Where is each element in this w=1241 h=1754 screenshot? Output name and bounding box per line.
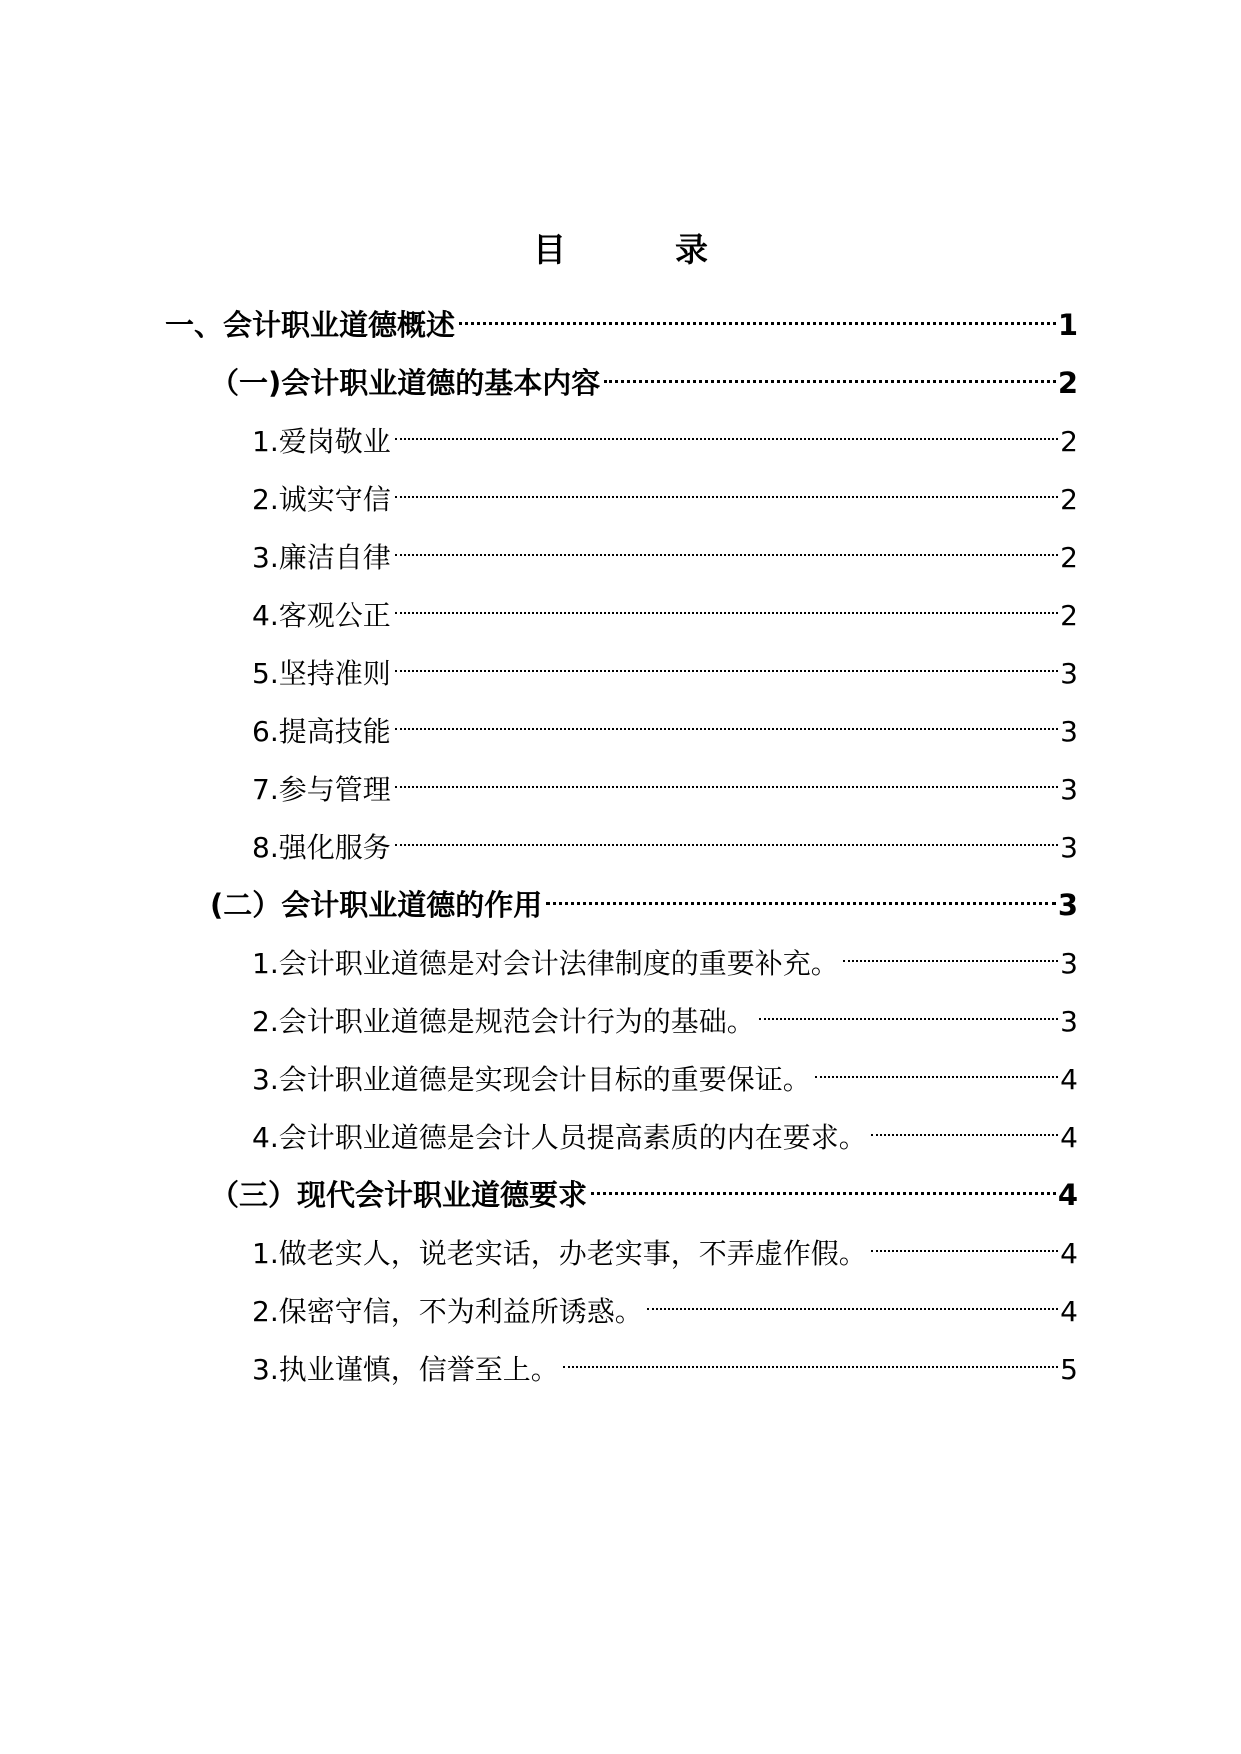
toc-entry-text: 6.提高技能	[252, 715, 391, 748]
toc-entry-level3[interactable]	[252, 1333, 1078, 1386]
toc-entry-level3[interactable]	[252, 1043, 1078, 1096]
toc-entry-level3[interactable]	[252, 753, 1078, 806]
toc-page-number: 2	[1060, 483, 1078, 516]
toc-entry-level3[interactable]	[252, 695, 1078, 748]
toc-dot-leader	[395, 753, 1058, 799]
toc-page-number: 4	[1060, 1063, 1078, 1096]
toc-entry-level3[interactable]	[252, 927, 1078, 980]
toc-dot-leader	[871, 1217, 1058, 1263]
toc-entry-text: （三）现代会计职业道德要求	[210, 1178, 588, 1212]
toc-entry-level3[interactable]	[252, 637, 1078, 690]
toc-page-number: 2	[1060, 425, 1078, 458]
toc-entry-text: 3.执业谨慎，信誉至上。	[252, 1353, 559, 1386]
toc-page-number: 3	[1060, 831, 1078, 864]
toc-entry-level3[interactable]	[252, 1217, 1078, 1270]
toc-entry-level3[interactable]	[252, 463, 1078, 516]
toc-page-number: 3	[1060, 715, 1078, 748]
toc-dot-leader	[395, 405, 1058, 451]
toc-entry-level3[interactable]	[252, 1101, 1078, 1154]
toc-dot-leader	[546, 869, 1056, 915]
toc-dot-leader	[604, 347, 1056, 393]
toc-dot-leader	[395, 695, 1058, 741]
toc-entry-text: 1.做老实人，说老实话，办老实事，不弄虚作假。	[252, 1237, 867, 1270]
toc-entry-text: 一、会计职业道德概述	[165, 308, 456, 342]
toc-entry-text: (二）会计职业道德的作用	[210, 888, 543, 922]
toc-page-number: 3	[1060, 773, 1078, 806]
toc-page-number: 2	[1060, 541, 1078, 574]
toc-entry-text: 2.保密守信，不为利益所诱惑。	[252, 1295, 643, 1328]
toc-dot-leader	[395, 811, 1058, 857]
toc-dot-leader	[395, 521, 1058, 567]
toc-dot-leader	[759, 985, 1058, 1031]
toc-dot-leader	[563, 1333, 1058, 1379]
toc-page-number: 1	[1057, 308, 1078, 342]
toc-dot-leader	[395, 637, 1058, 683]
toc-dot-leader	[815, 1043, 1058, 1089]
toc-page-number: 3	[1057, 888, 1078, 922]
toc-dot-leader	[647, 1275, 1058, 1321]
toc-page-number: 4	[1060, 1295, 1078, 1328]
toc-entry-text: 7.参与管理	[252, 773, 391, 806]
toc-entry-text: 8.强化服务	[252, 831, 391, 864]
toc-page-number: 2	[1060, 599, 1078, 632]
toc-dot-leader	[591, 1159, 1056, 1205]
toc-dot-leader	[871, 1101, 1058, 1147]
toc-entry-text: （一)会计职业道德的基本内容	[210, 366, 601, 400]
toc-entry-level3[interactable]	[252, 405, 1078, 458]
toc-page-number: 5	[1060, 1353, 1078, 1386]
toc-entry-level2[interactable]	[210, 1159, 1078, 1212]
toc-entry-text: 2.诚实守信	[252, 483, 391, 516]
toc-entry-level3[interactable]	[252, 579, 1078, 632]
toc-entry-level2[interactable]	[210, 347, 1078, 400]
toc-page-number: 4	[1060, 1121, 1078, 1154]
toc-page-number: 3	[1060, 1005, 1078, 1038]
toc-entry-text: 1.爱岗敬业	[252, 425, 391, 458]
toc-page-number: 4	[1057, 1178, 1078, 1212]
toc-dot-leader	[459, 289, 1056, 335]
toc-entry-level3[interactable]	[252, 985, 1078, 1038]
toc-entry-text: 4.会计职业道德是会计人员提高素质的内在要求。	[252, 1121, 867, 1154]
toc-entry-level3[interactable]	[252, 521, 1078, 574]
toc-entry-level3[interactable]	[252, 811, 1078, 864]
toc-entry-text: 3.会计职业道德是实现会计目标的重要保证。	[252, 1063, 811, 1096]
toc-page-number: 3	[1060, 657, 1078, 690]
toc-entry-level2[interactable]	[210, 869, 1078, 922]
toc-entry-level1[interactable]	[165, 289, 1078, 342]
toc-entry-text: 3.廉洁自律	[252, 541, 391, 574]
toc-page-number: 4	[1060, 1237, 1078, 1270]
toc-title: 目 录	[533, 230, 746, 269]
toc-entry-text: 2.会计职业道德是规范会计行为的基础。	[252, 1005, 755, 1038]
toc-page-number: 2	[1057, 366, 1078, 400]
toc-entry-level3[interactable]	[252, 1275, 1078, 1328]
toc-entry-text: 4.客观公正	[252, 599, 391, 632]
toc-entry-text: 1.会计职业道德是对会计法律制度的重要补充。	[252, 947, 839, 980]
toc-page-number: 3	[1060, 947, 1078, 980]
toc-entry-text: 5.坚持准则	[252, 657, 391, 690]
toc-dot-leader	[395, 579, 1058, 625]
toc-dot-leader	[395, 463, 1058, 509]
toc-dot-leader	[843, 927, 1058, 973]
